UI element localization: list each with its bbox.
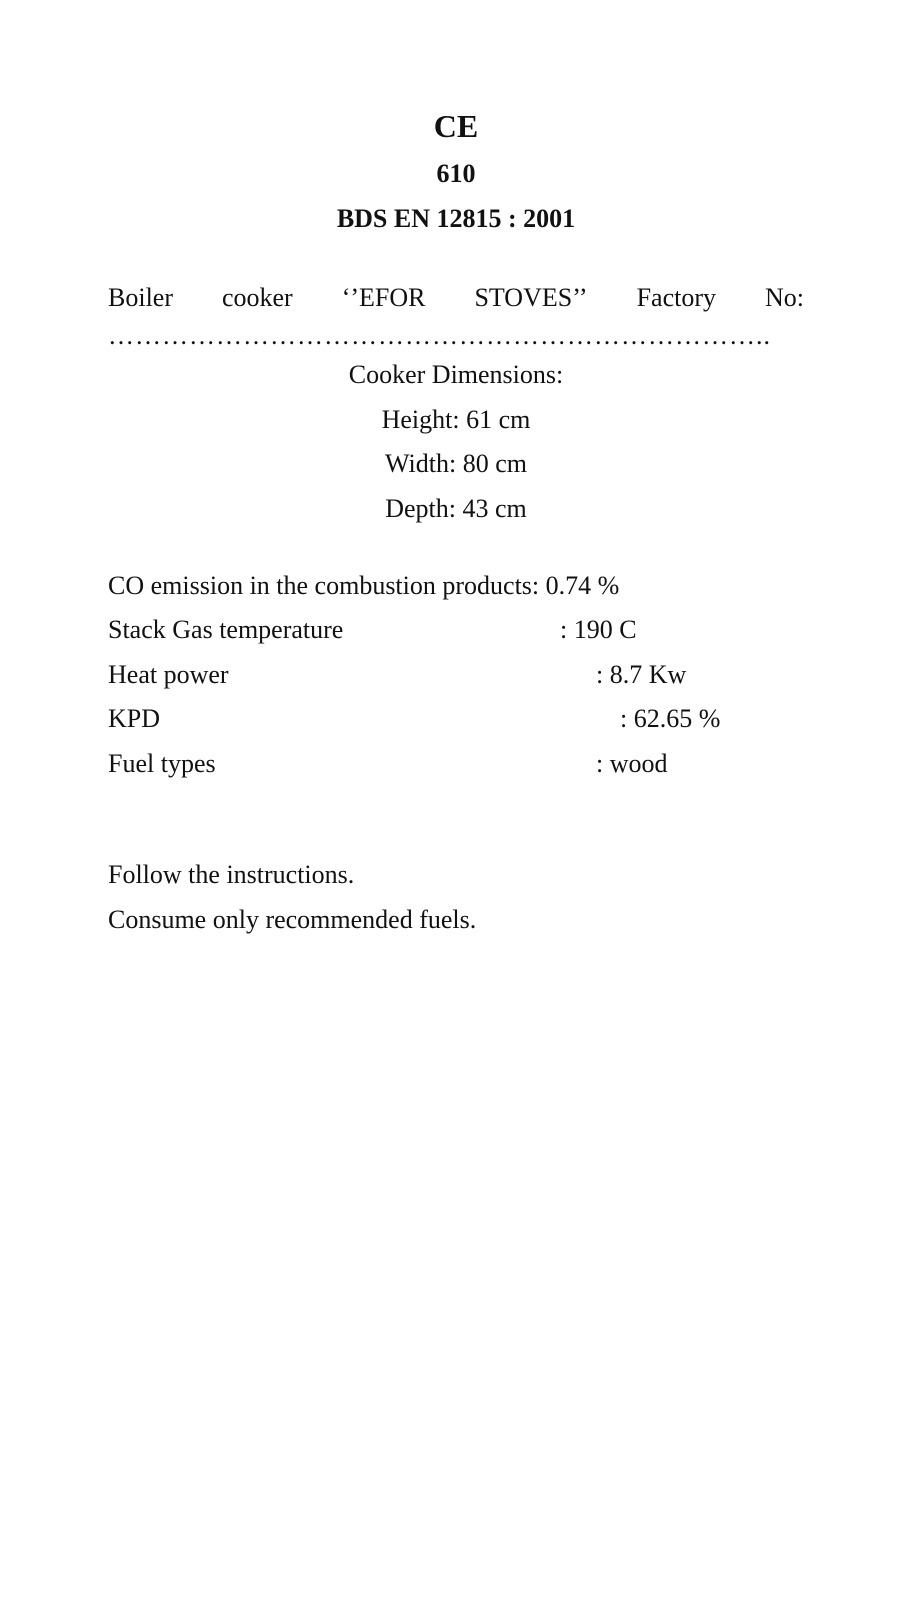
spec-stack-gas-value: : 190 C [560, 615, 637, 644]
dimension-width: Width: 80 cm [385, 449, 527, 478]
product-word-cooker: cooker [221, 283, 293, 312]
factory-number-blank: ……………………………………………………………….. [108, 321, 771, 350]
spec-co-emission: CO emission in the combustion products: 0.74 % [108, 571, 620, 600]
spec-kpd-label: KPD [108, 704, 161, 733]
spec-fuel-types-value: : wood [596, 749, 668, 778]
dimension-height: Height: 61 cm [381, 405, 531, 434]
product-word-boiler: Boiler [108, 283, 173, 312]
product-word-efor: ‘’EFOR [341, 283, 426, 312]
spec-heat-power-value: : 8.7 Kw [596, 660, 687, 689]
note-follow-instructions: Follow the instructions. [108, 860, 355, 889]
dimensions-title: Cooker Dimensions: [348, 360, 564, 389]
spec-stack-gas-label: Stack Gas temperature [108, 615, 344, 644]
ce-mark: CE [433, 108, 479, 144]
spec-fuel-types-label: Fuel types [108, 749, 216, 778]
standard-reference: BDS EN 12815 : 2001 [336, 204, 576, 233]
product-word-stoves: STOVES’’ [474, 283, 588, 312]
product-word-no: No: [764, 283, 804, 312]
product-line [108, 281, 804, 315]
note-recommended-fuels: Consume only recommended fuels. [108, 905, 477, 934]
dimension-depth: Depth: 43 cm [385, 494, 527, 523]
product-word-factory: Factory [636, 283, 716, 312]
spec-kpd-value: : 62.65 % [620, 704, 721, 733]
notified-body-number: 610 [436, 159, 476, 188]
spec-heat-power-label: Heat power [108, 660, 229, 689]
